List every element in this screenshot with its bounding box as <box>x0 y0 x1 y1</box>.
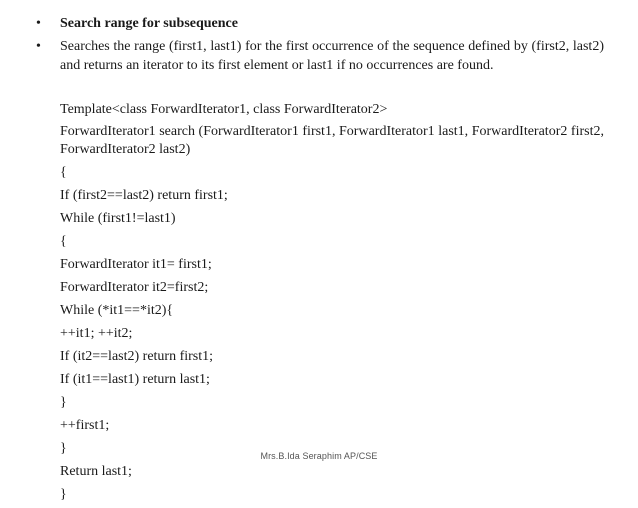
code-line: ForwardIterator it2=first2; <box>60 280 209 295</box>
code-line: } <box>60 395 67 410</box>
code-line: } <box>60 487 67 502</box>
code-line: ++it1; ++it2; <box>60 326 133 341</box>
bullet-text: Search range for subsequence <box>60 16 238 31</box>
bullet-marker: • <box>36 16 41 31</box>
code-line: If (it2==last2) return first1; <box>60 349 214 364</box>
code-line: Template<class ForwardIterator1, class ForwardIterator2> <box>60 102 388 117</box>
code-line: ForwardIterator1 search (ForwardIterator1 first1, ForwardIterator1 last1, ForwardIterator2 first2, ForwardIterator2 last2) <box>60 124 604 157</box>
code-line: { <box>60 234 67 249</box>
code-line: ++first1; <box>60 418 110 433</box>
bullet-item-title <box>36 14 604 33</box>
code-line: } <box>60 441 67 456</box>
code-line: While (first1!=last1) <box>60 211 176 226</box>
code-block <box>60 100 604 508</box>
bullet-marker: • <box>36 39 41 54</box>
code-line: If (first2==last2) return first1; <box>60 188 228 203</box>
slide-footer: Mrs.B.Ida Seraphim AP/CSE <box>260 451 378 461</box>
code-line: Return last1; <box>60 464 132 479</box>
bullet-text: Searches the range (first1, last1) for the first occurrence of the sequence defined by (first2, last2) and returns an iterator to its first element or last1 if no occurrences are found. <box>60 39 604 73</box>
code-line: If (it1==last1) return last1; <box>60 372 210 387</box>
code-line: While (*it1==*it2){ <box>60 303 174 318</box>
code-line: { <box>60 165 67 180</box>
bullet-item-description <box>36 37 604 75</box>
code-line: ForwardIterator it1= first1; <box>60 257 212 272</box>
bullet-list <box>36 14 604 79</box>
